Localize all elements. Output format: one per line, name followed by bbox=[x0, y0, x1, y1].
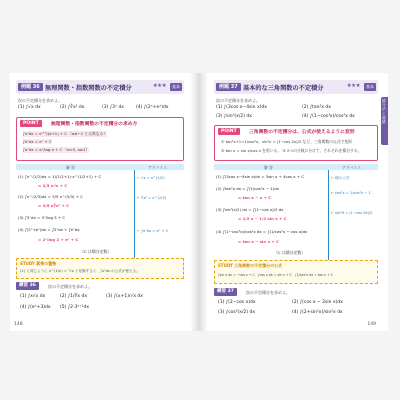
solution-line-4: (3) ∫sin²(x/2) dx = ∫(1−cos x)/2 dx bbox=[216, 207, 284, 212]
study-label: STUDY 三角関数の不定積分の公式 bbox=[218, 263, 283, 268]
chapter-side-tab-label: 積分法と面積 bbox=[382, 99, 386, 125]
solution-line-2: (2) ∫tan²x dx = ∫(1/cos²x − 1)dx bbox=[216, 186, 279, 191]
advice-2: ← ∛x² = x^(2/3) bbox=[137, 196, 167, 200]
exercise-2: (2) ∫1/∛x dx bbox=[60, 294, 88, 299]
problem-4: (4) ∫(1−cos³x)/cos²x dx bbox=[302, 114, 355, 119]
study-label: STUDY 累乗の置換 bbox=[20, 261, 57, 266]
point-line-1: ① tan²x+1=1/cos²x、sin²x = (1−cos 2x)/2 など、三角関数の公式で変形 bbox=[221, 139, 352, 144]
right-page bbox=[208, 73, 388, 331]
point-formula-2: ∫eˣdx = eˣ + C bbox=[23, 139, 52, 144]
study-box bbox=[214, 260, 378, 284]
exercise-badge: 練習 36 bbox=[16, 282, 39, 290]
solution-column-label: 解 答 bbox=[264, 165, 273, 170]
point-label: POINT bbox=[20, 120, 42, 127]
column-header bbox=[214, 164, 378, 170]
problem-4: (4) ∫(2ˣ+eˣ)dx bbox=[136, 105, 169, 110]
problem-3: (3) ∫sin²(x/2) dx bbox=[216, 114, 252, 119]
solution-line-6: (4) ∫(2ˣ+eˣ)dx = ∫2ˣdx + ∫eˣdx bbox=[18, 227, 80, 232]
example-title: 基本的な三角関数の不定積分 bbox=[243, 85, 324, 92]
exercise-3: (3) ∫(x+1)/√x dx bbox=[106, 294, 143, 299]
solution-line-5: = 1/2 x − 1/2 sin x + C bbox=[238, 216, 287, 221]
problem-1: (1) ∫√x dx bbox=[18, 105, 41, 110]
solution-line-7: = 2ˣ/log 2 + eˣ + C bbox=[38, 237, 79, 242]
problem-2: (2) ∫∛x² dx bbox=[60, 105, 85, 110]
problem-2: (2) ∫tan²x dx bbox=[302, 105, 331, 110]
problem-1: (1) ∫(3cos x−4sin x)dx bbox=[216, 105, 267, 110]
left-page bbox=[10, 73, 190, 331]
exercise-4: (4) ∫(eˣ+3)dx bbox=[20, 305, 51, 310]
difficulty-stars: ★★★ bbox=[346, 83, 360, 89]
solution-line-3: = tan x − x + C bbox=[238, 195, 272, 200]
advice-3: ← sin²θ = (1−cos 2θ)/2 bbox=[331, 211, 373, 215]
level-badge: 基本 bbox=[172, 84, 180, 89]
point-title: 三角関数の不定積分は、公式が使えるように変形 bbox=[249, 130, 355, 135]
level-badge: 基本 bbox=[366, 84, 374, 89]
solution-line-1: (1) ∫x^(1/2)dx = 1/(1/2+1)·x^(1/2+1) + C bbox=[18, 174, 102, 179]
problem-intro: 次の不定積分を求めよ。 bbox=[216, 98, 260, 103]
difficulty-stars: ★★★ bbox=[152, 83, 166, 89]
solution-line-1: (1) ∫(3cos x−4sin x)dx = 3sin x + 4cos x + C bbox=[216, 174, 305, 179]
solution-line-7: = tan x − sin x + C bbox=[238, 239, 279, 244]
solution-column-label: 解 答 bbox=[66, 165, 75, 170]
solution-line-8: （C は積分定数） bbox=[274, 250, 306, 255]
exercise-2: (2) ∫(cos x − 2sin x)dx bbox=[292, 300, 343, 305]
advice-1: ← √x = x^(1/2) bbox=[137, 176, 165, 180]
solution-line-3: (2) ∫x^(2/3)dx = 3/5 x^(5/3) + C bbox=[18, 194, 83, 199]
problem-3: (3) ∫3ˣ dx bbox=[102, 105, 124, 110]
advice-1: ← 積の公式 bbox=[331, 176, 350, 180]
study-text: ∫sin x dx = −cos x + C、∫cos x dx = sin x + C、∫1/cos²x dx = tan x + C bbox=[218, 273, 333, 277]
page-number: 149 bbox=[367, 322, 376, 327]
study-text: (1) と同じように x^(1/n) = ⁿ√x と変換すると、∫xⁿdx の公式が使える。 bbox=[20, 269, 140, 273]
page-number: 148 bbox=[14, 322, 23, 327]
solution-line-4: = 3/5 x∛x² + C bbox=[38, 203, 69, 208]
solution-line-2: = 2/3 x√x + C bbox=[38, 183, 68, 188]
solution-line-5: (3) ∫3ˣdx = 3ˣ/log 3 + C bbox=[18, 215, 66, 220]
solution-line-8: （C は積分定数） bbox=[80, 249, 112, 254]
exercise-intro: 次の不定積分を求めよ。 bbox=[246, 290, 290, 295]
point-box bbox=[16, 117, 184, 161]
example-header bbox=[16, 80, 184, 94]
exercise-badge: 練習 37 bbox=[214, 288, 237, 296]
solution-line-6: (4) ∫(1−cos³x)/cos²x dx = ∫(1/cos²x − cos x)dx bbox=[216, 229, 308, 234]
exercise-1: (1) ∫(2−cos x)dx bbox=[218, 300, 256, 305]
advice-2: ← tan²x = 1/cos²x − 1 bbox=[331, 191, 371, 195]
exercise-4: (4) ∫(2+sin²x)/sin²x dx bbox=[292, 310, 343, 315]
point-title: 無理関数・指数関数の不定積分の求め方 bbox=[51, 122, 138, 127]
exercise-5: (5) ∫2·3ˣ⁺¹dx bbox=[60, 305, 90, 310]
advice-3: ← ∫eˣdx = eˣ + C bbox=[137, 229, 169, 233]
exercise-intro: 次の不定積分を求めよ。 bbox=[48, 284, 92, 289]
advice-column-label: アドバイス bbox=[148, 165, 167, 170]
point-label: POINT bbox=[218, 128, 240, 135]
point-formula-3: ∫aˣdx = aˣ/log a + C （a>0, a≠1） bbox=[23, 147, 90, 152]
advice-column-label: アドバイス bbox=[342, 165, 361, 170]
column-header bbox=[16, 164, 184, 170]
exercise-1: (1) ∫x√x dx bbox=[20, 294, 46, 299]
example-header bbox=[214, 80, 378, 94]
example-badge: 例題 36 bbox=[18, 83, 43, 91]
point-line-2: ② tan x = sin x/cos x を用いる。 ③ 2つの分数に分けて、それぞれを積分する。 bbox=[221, 148, 362, 153]
book-gutter bbox=[190, 73, 208, 331]
study-box bbox=[16, 258, 184, 279]
example-badge: 例題 37 bbox=[216, 83, 241, 91]
problem-intro: 次の不定積分を求めよ。 bbox=[18, 98, 62, 103]
point-box bbox=[214, 125, 378, 161]
exercise-3: (3) ∫cos²(x/2) dx bbox=[218, 310, 256, 315]
chapter-side-tab bbox=[381, 97, 388, 145]
example-title: 無理関数・指数関数の不定積分 bbox=[45, 85, 132, 92]
point-formula-1: ∫xᵅdx = xᵅ⁺¹/(α+1) + C （α≠−1 とは異なる） bbox=[23, 131, 108, 136]
